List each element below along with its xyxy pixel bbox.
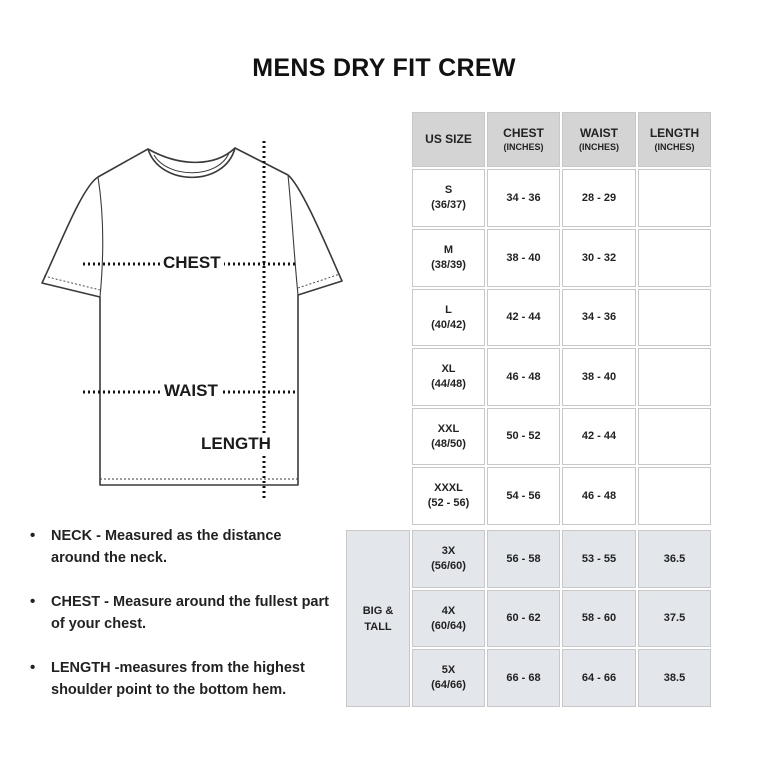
header-label: US SIZE [425,132,472,146]
big-tall-line-1: BIG & [362,604,394,617]
chest-label: CHEST [160,253,224,273]
note-chest [30,591,330,635]
waist-cell: 53 - 55 [562,530,636,588]
bullet-icon: • [30,593,36,610]
size-eu: (44/48) [431,378,466,390]
length-cell [638,408,711,465]
size-cell [412,229,485,287]
size-label: S [444,184,453,196]
chest-cell: 54 - 56 [487,467,560,525]
waist-cell: 38 - 40 [562,348,636,406]
big-tall-line-2: TALL [364,620,392,633]
length-cell [638,289,711,346]
length-cell: 36.5 [638,530,711,588]
size-cell [412,348,485,406]
tshirt-outline-icon [30,135,360,505]
chest-cell: 42 - 44 [487,289,560,346]
size-cell [412,408,485,465]
length-label: LENGTH [198,434,274,454]
size-label: XXXL [434,482,463,494]
header-unit: (INCHES) [579,142,619,152]
size-eu: (36/37) [431,199,466,211]
size-label: L [445,303,452,316]
header-us-size [412,112,485,167]
size-cell [412,289,485,346]
header-label: WAIST [580,126,618,140]
chest-cell: 60 - 62 [487,590,560,647]
length-cell: 37.5 [638,590,711,647]
note-text: CHEST - Measure around the fullest part of your chest. [51,594,329,632]
waist-cell: 46 - 48 [562,467,636,525]
waist-label: WAIST [161,381,221,401]
header-length [638,112,711,167]
size-cell [412,649,485,707]
length-cell: 38.5 [638,649,711,707]
waist-cell: 58 - 60 [562,590,636,647]
size-label: XXL [437,422,460,435]
waist-cell: 28 - 29 [562,169,636,227]
size-label: 3X [441,545,456,557]
length-cell [638,169,711,227]
note-text: LENGTH -measures from the highest shoulder point to the bottom hem. [51,660,305,698]
header-label: CHEST [503,126,544,140]
size-eu: (56/60) [431,560,466,572]
header-waist [562,112,636,167]
bullet-icon: • [30,527,36,544]
size-cell [412,169,485,227]
size-eu: (38/39) [431,259,466,271]
chest-cell: 50 - 52 [487,408,560,465]
waist-cell: 42 - 44 [562,408,636,465]
size-eu: (52 - 56) [427,497,470,509]
size-cell [412,467,485,525]
size-cell [412,530,485,588]
header-unit: (INCHES) [654,142,695,152]
header-label: LENGTH [649,126,700,140]
big-tall-label [346,530,410,707]
chest-cell: 38 - 40 [487,229,560,287]
size-cell [412,590,485,647]
length-cell [638,229,711,287]
size-label: 4X [441,604,456,617]
waist-cell: 30 - 32 [562,229,636,287]
tshirt-diagram [30,135,360,505]
length-cell [638,348,711,406]
waist-cell: 64 - 66 [562,649,636,707]
size-eu: (64/66) [431,679,466,691]
note-neck [30,525,330,569]
header-unit: (INCHES) [503,142,544,152]
size-label: 5X [441,664,456,676]
chest-cell: 46 - 48 [487,348,560,406]
chest-cell: 56 - 58 [487,530,560,588]
size-label: M [443,244,454,256]
size-eu: (48/50) [431,437,466,450]
page-title: MENS DRY FIT CREW [252,54,516,82]
size-eu: (40/42) [431,318,466,331]
size-eu: (60/64) [431,619,466,632]
size-label: XL [441,363,456,375]
waist-cell: 34 - 36 [562,289,636,346]
measurement-notes [30,525,330,723]
bullet-icon: • [30,659,36,676]
chest-cell: 66 - 68 [487,649,560,707]
note-text: NECK - Measured as the distance around the neck. [51,528,282,566]
length-cell [638,467,711,525]
header-chest [487,112,560,167]
note-length [30,657,330,701]
chest-cell: 34 - 36 [487,169,560,227]
